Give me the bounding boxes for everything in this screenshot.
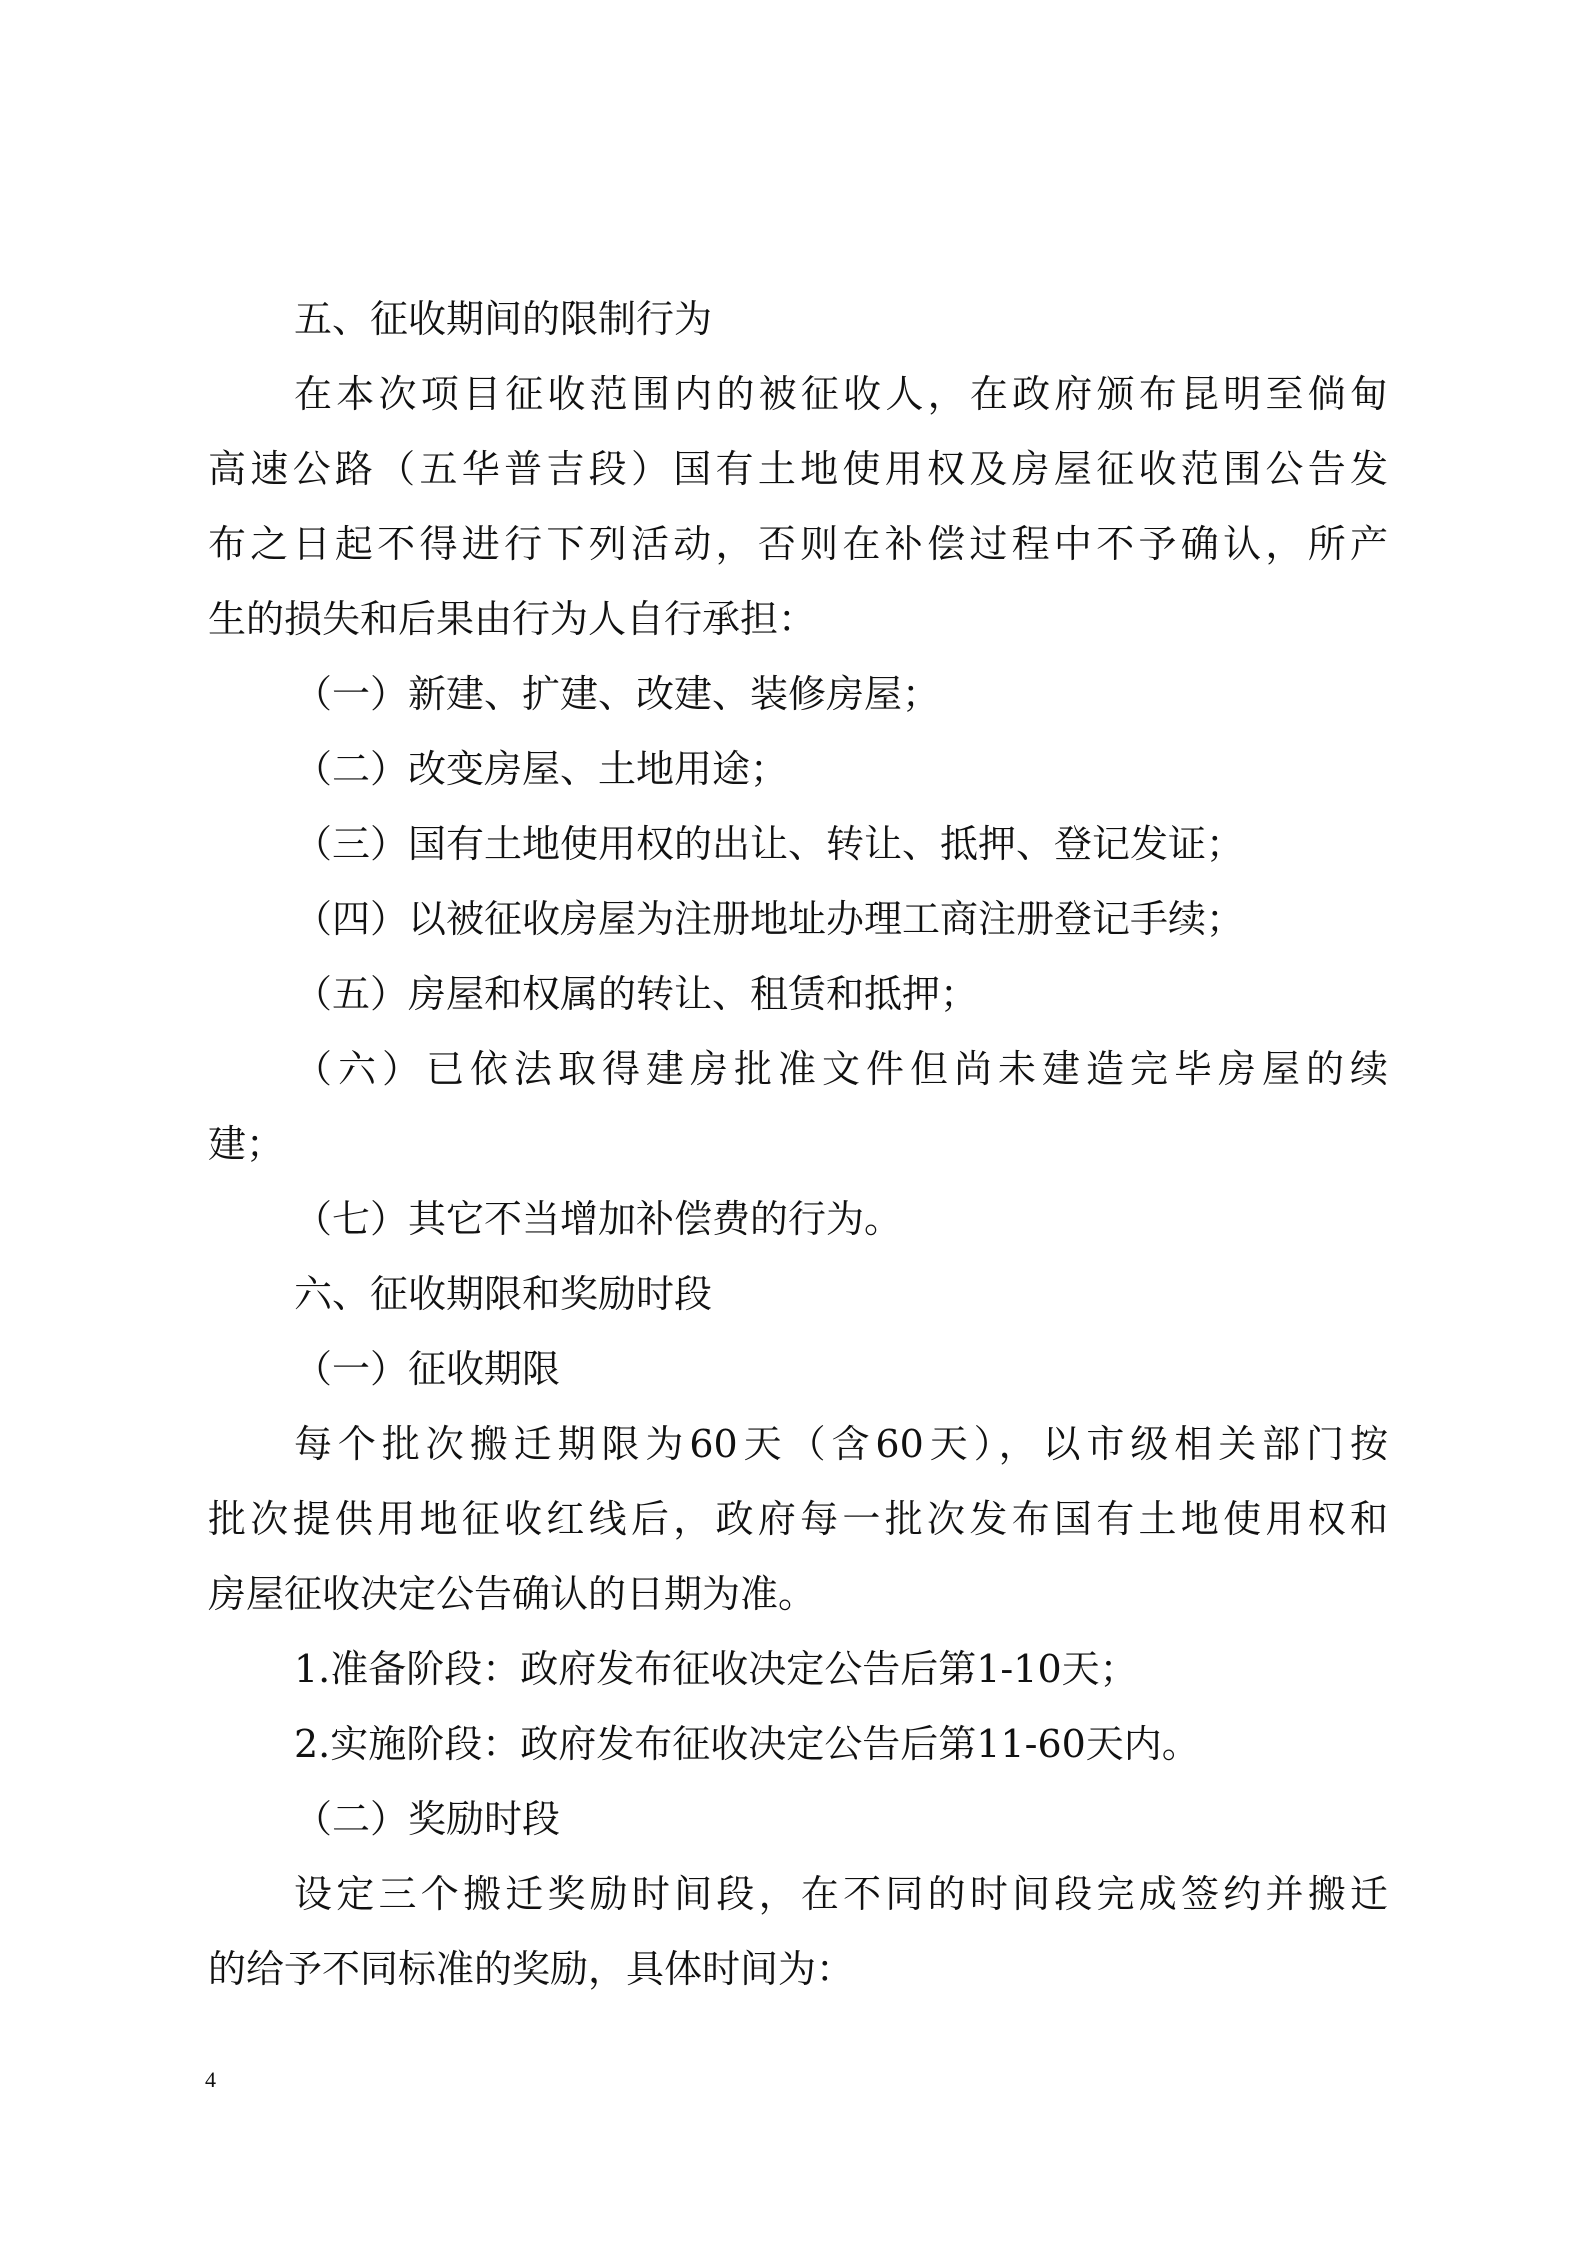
section5-heading: 五、征收期间的限制行为 (294, 297, 713, 341)
restriction-item-6-line: 建； (208, 1122, 285, 1166)
period-paragraph-line: 批次提供用地征收红线后，政府每一批次发布国有土地使用权和 (208, 1497, 1388, 1541)
section5-intro-line: 在本次项目征收范围内的被征收人，在政府颁布昆明至倘甸 (294, 372, 1388, 416)
section6-heading: 六、征收期限和奖励时段 (294, 1272, 713, 1316)
restriction-item-7: （七）其它不当增加补偿费的行为。 (294, 1197, 903, 1241)
reward-paragraph-line: 设定三个搬迁奖励时间段，在不同的时间段完成签约并搬迁 (294, 1872, 1388, 1916)
stage-preparation: 1.准备阶段：政府发布征收决定公告后第1-10天； (294, 1647, 1138, 1691)
section5-intro-line: 生的损失和后果由行为人自行承担： (208, 597, 817, 641)
subsection-heading-reward: （二）奖励时段 (294, 1797, 561, 1841)
subsection-heading-period: （一）征收期限 (294, 1347, 561, 1391)
period-paragraph-line: 每个批次搬迁期限为60天（含60天），以市级相关部门按 (294, 1422, 1388, 1466)
restriction-item: （二）改变房屋、土地用途； (294, 747, 789, 791)
restriction-item: （三）国有土地使用权的出让、转让、抵押、登记发证； (294, 822, 1245, 866)
restriction-item: （一）新建、扩建、改建、装修房屋； (294, 672, 941, 716)
page-number: 4 (205, 2067, 216, 2092)
stage-implementation: 2.实施阶段：政府发布征收决定公告后第11-60天内。 (294, 1722, 1200, 1766)
restriction-item: （五）房屋和权属的转让、租赁和抵押； (294, 972, 979, 1016)
section5-intro-line: 高速公路（五华普吉段）国有土地使用权及房屋征收范围公告发 (208, 447, 1388, 491)
restriction-item: （四）以被征收房屋为注册地址办理工商注册登记手续； (294, 897, 1245, 941)
section5-intro-line: 布之日起不得进行下列活动，否则在补偿过程中不予确认，所产 (208, 522, 1388, 566)
period-paragraph-line: 房屋征收决定公告确认的日期为准。 (208, 1572, 817, 1616)
restriction-item-6-line: （六）已依法取得建房批准文件但尚未建造完毕房屋的续 (294, 1047, 1388, 1091)
reward-paragraph-line: 的给予不同标准的奖励，具体时间为： (208, 1947, 855, 1991)
document-body (208, 282, 1388, 2007)
